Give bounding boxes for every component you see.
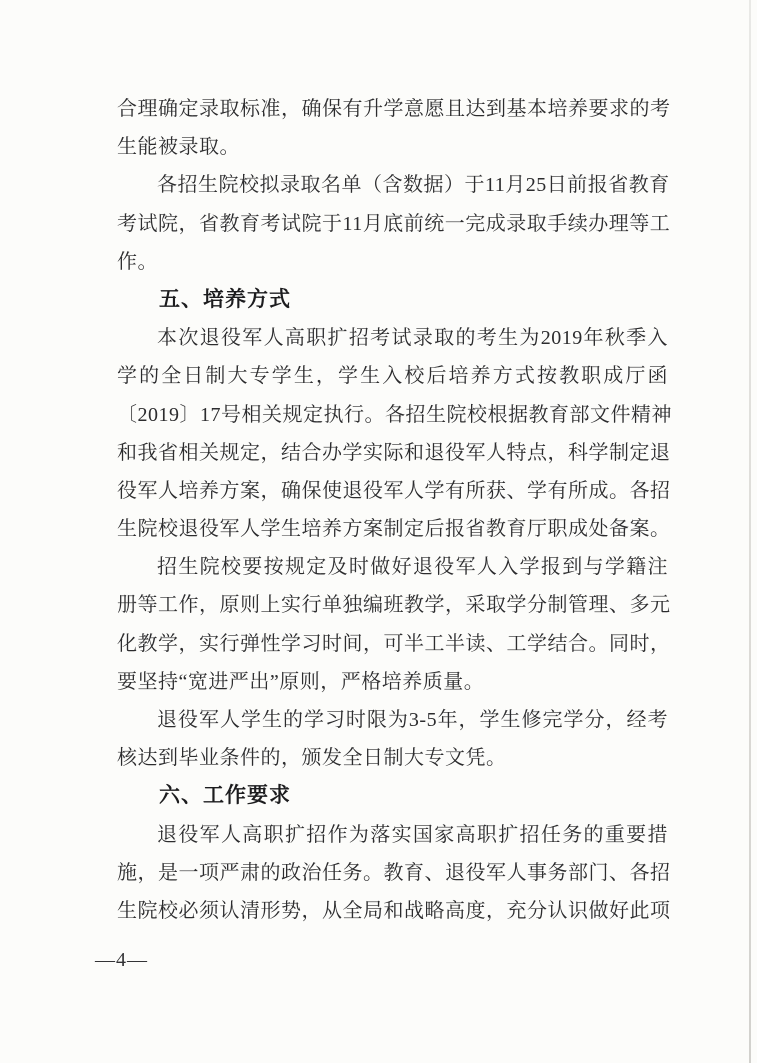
text-line: 核达到毕业条件的，颁发全日制大专文凭。 [117,747,507,770]
text-line: 生能被录取。 [117,136,240,159]
text-line: 招生院校要按规定及时做好退役军人入学报到与学籍注 [157,556,668,579]
text-line: 册等工作，原则上实行单独编班教学，采取学分制管理、多元 [117,594,671,617]
text-line: 要坚持“宽进严出”原则，严格培养质量。 [117,670,485,693]
text-line: 学的全日制大专学生，学生入校后培养方式按教职成厅函 [117,365,668,388]
section-header: 五、培养方式 [159,287,291,311]
scan-edge-artifact [749,0,751,1063]
text-line: 施，是一项严肃的政治任务。教育、退役军人事务部门、各招 [117,861,671,884]
text-line: 生院校退役军人学生培养方案制定后报省教育厅职成处备案。 [117,518,671,541]
page-number: —4— [95,949,148,971]
text-line: 考试院，省教育考试院于11月底前统一完成录取手续办理等工 [117,212,671,235]
text-line: 作。 [117,250,158,273]
text-line: 各招生院校拟录取名单（含数据）于11月25日前报省教育 [157,174,670,197]
section-header: 六、工作要求 [159,784,291,808]
text-line: 退役军人高职扩招作为落实国家高职扩招任务的重要措 [157,823,668,846]
text-line: 和我省相关规定，结合办学实际和退役军人特点，科学制定退 [117,441,671,464]
text-line: 本次退役军人高职扩招考试录取的考生为2019年秋季入 [157,327,668,350]
text-line: 化教学，实行弹性学习时间，可半工半读、工学结合。同时， [117,632,671,655]
text-line: 〔2019〕17号相关规定执行。各招生院校根据教育部文件精神 [117,403,672,426]
text-line: 役军人培养方案，确保使退役军人学有所获、学有所成。各招 [117,479,671,502]
text-line: 合理确定录取标准，确保有升学意愿且达到基本培养要求的考 [117,98,671,120]
document-body [117,90,672,930]
text-line: 生院校必须认清形势，从全局和战略高度，充分认识做好此项 [117,899,671,922]
text-line: 退役军人学生的学习时限为3-5年，学生修完学分，经考 [157,709,668,731]
